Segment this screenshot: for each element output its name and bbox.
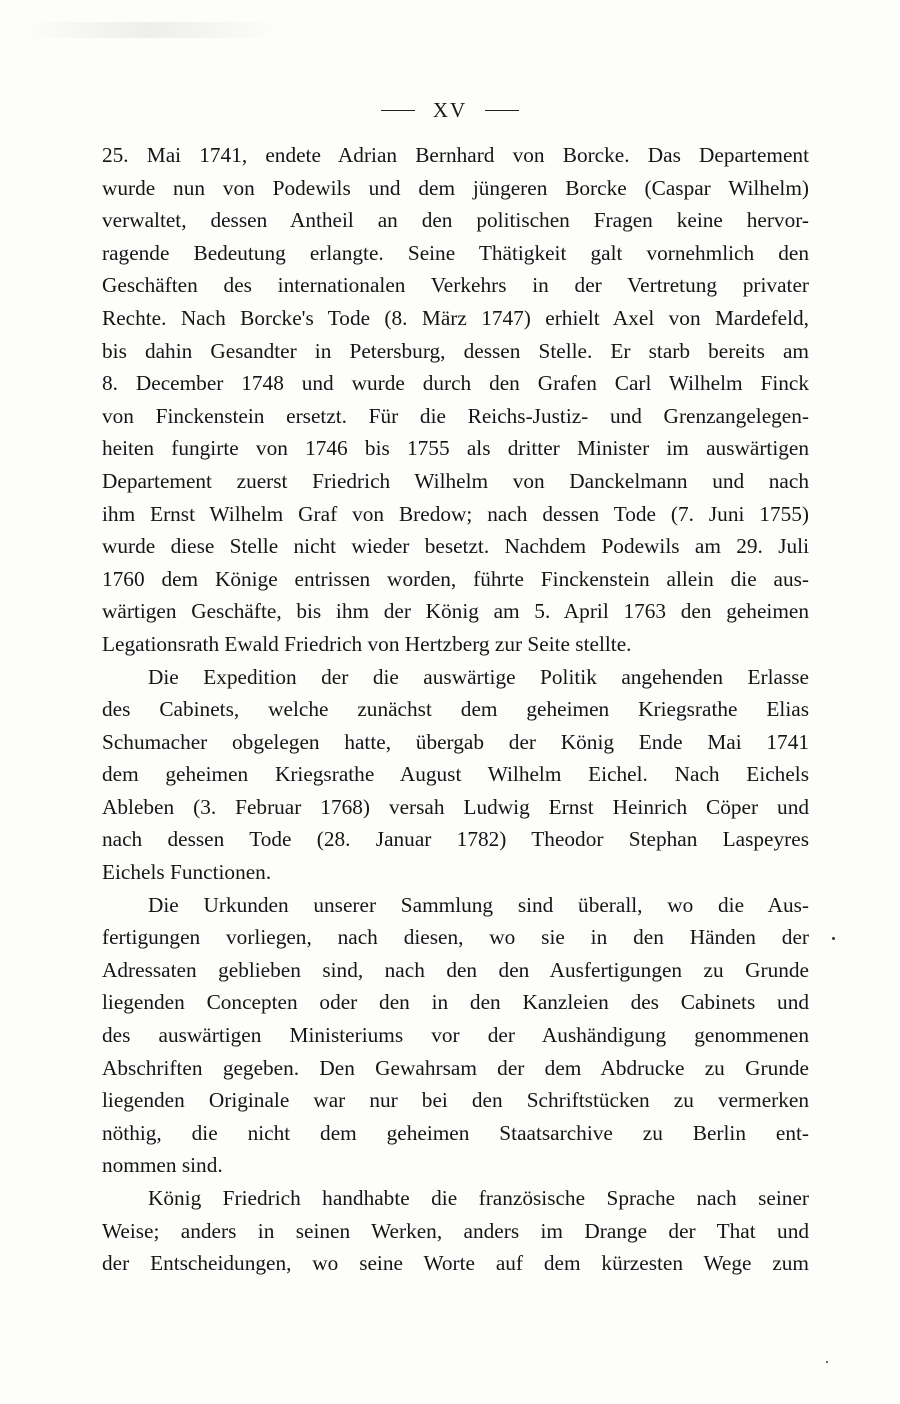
text-line: Weise; anders in seinen Werken, anders im Drange der That und xyxy=(102,1218,809,1243)
text-line: 1760 dem Könige entrissen worden, führte Finckenstein allein die aus- xyxy=(102,566,809,591)
text-line: Die Expedition der die auswärtige Politik angehenden Erlasse xyxy=(148,664,809,689)
text-line: der Entscheidungen, wo seine Worte auf dem kürzesten Wege zum xyxy=(102,1251,809,1276)
text-line: Rechte. Nach Borcke's Tode (8. März 1747) erhielt Axel von Mardefeld, xyxy=(102,305,809,330)
header-rule-right xyxy=(485,110,519,111)
paragraph xyxy=(102,889,809,1182)
text-line: ragende Bedeutung erlangte. Seine Thätigkeit galt vornehmlich den xyxy=(102,240,809,265)
text-line: liegenden Originale war nur bei den Schriftstücken zu vermerken xyxy=(102,1088,809,1113)
text-line: bis dahin Gesandter in Petersburg, dessen Stelle. Er starb bereits am xyxy=(102,338,809,363)
text-line: ihm Ernst Wilhelm Graf von Bredow; nach dessen Tode (7. Juni 1755) xyxy=(102,501,809,526)
text-line: liegenden Concepten oder den in den Kanzleien des Cabinets und xyxy=(102,990,809,1015)
text-line: heiten fungirte von 1746 bis 1755 als dritter Minister im auswärtigen xyxy=(102,436,809,461)
scan-speck xyxy=(832,937,835,940)
text-line: verwaltet, dessen Antheil an den politischen Fragen keine hervor- xyxy=(102,208,809,233)
scan-speck xyxy=(826,1361,828,1363)
text-line: nöthig, die nicht dem geheimen Staatsarchive zu Berlin ent- xyxy=(102,1120,809,1145)
text-line: nommen sind. xyxy=(102,1153,223,1178)
text-line: des auswärtigen Ministeriums vor der Aushändigung genommenen xyxy=(102,1023,809,1048)
paragraph xyxy=(102,139,809,661)
text-line: 25. Mai 1741, endete Adrian Bernhard von Borcke. Das Departement xyxy=(102,143,809,167)
paragraph xyxy=(102,1182,809,1280)
text-line: Schumacher obgelegen hatte, übergab der König Ende Mai 1741 xyxy=(102,729,809,754)
scan-smudge xyxy=(20,22,280,38)
text-line: wärtigen Geschäfte, bis ihm der König am 5. April 1763 den geheimen xyxy=(102,599,809,624)
text-line: fertigungen vorliegen, nach diesen, wo sie in den Händen der xyxy=(102,925,809,950)
text-line: Ableben (3. Februar 1768) versah Ludwig Ernst Heinrich Cöper und xyxy=(102,794,809,819)
text-line: König Friedrich handhabte die französische Sprache nach seiner xyxy=(148,1186,809,1210)
text-line: Eichels Functionen. xyxy=(102,860,272,885)
page-header xyxy=(0,95,900,125)
text-line: nach dessen Tode (28. Januar 1782) Theodor Stephan Laspeyres xyxy=(102,827,809,852)
text-line: Legationsrath Ewald Friedrich von Hertzberg zur Seite stellte. xyxy=(102,631,632,656)
text-line: Geschäften des internationalen Verkehrs in der Vertretung privater xyxy=(102,273,809,298)
text-line: des Cabinets, welche zunächst dem geheimen Kriegsrathe Elias xyxy=(102,697,809,722)
text-line: von Finckenstein ersetzt. Für die Reichs-Justiz- und Grenzangelegen- xyxy=(102,403,809,428)
text-line: Die Urkunden unserer Sammlung sind überall, wo die Aus- xyxy=(148,892,809,917)
text-line: wurde nun von Podewils und dem jüngeren Borcke (Caspar Wilhelm) xyxy=(102,175,809,200)
text-line: dem geheimen Kriegsrathe August Wilhelm Eichel. Nach Eichels xyxy=(102,762,809,787)
text-line: wurde diese Stelle nicht wieder besetzt. Nachdem Podewils am 29. Juli xyxy=(102,534,809,559)
paragraph xyxy=(102,661,809,889)
text-line: 8. December 1748 und wurde durch den Grafen Carl Wilhelm Finck xyxy=(102,371,809,396)
page-number: XV xyxy=(432,97,468,122)
text-line: Abschriften gegeben. Den Gewahrsam der dem Abdrucke zu Grunde xyxy=(102,1055,809,1080)
text-line: Adressaten geblieben sind, nach den den Ausfertigungen zu Grunde xyxy=(102,957,809,982)
text-line: Departement zuerst Friedrich Wilhelm von Danckelmann und nach xyxy=(102,468,809,493)
header-rule-left xyxy=(381,110,415,111)
body-text xyxy=(102,139,809,1280)
